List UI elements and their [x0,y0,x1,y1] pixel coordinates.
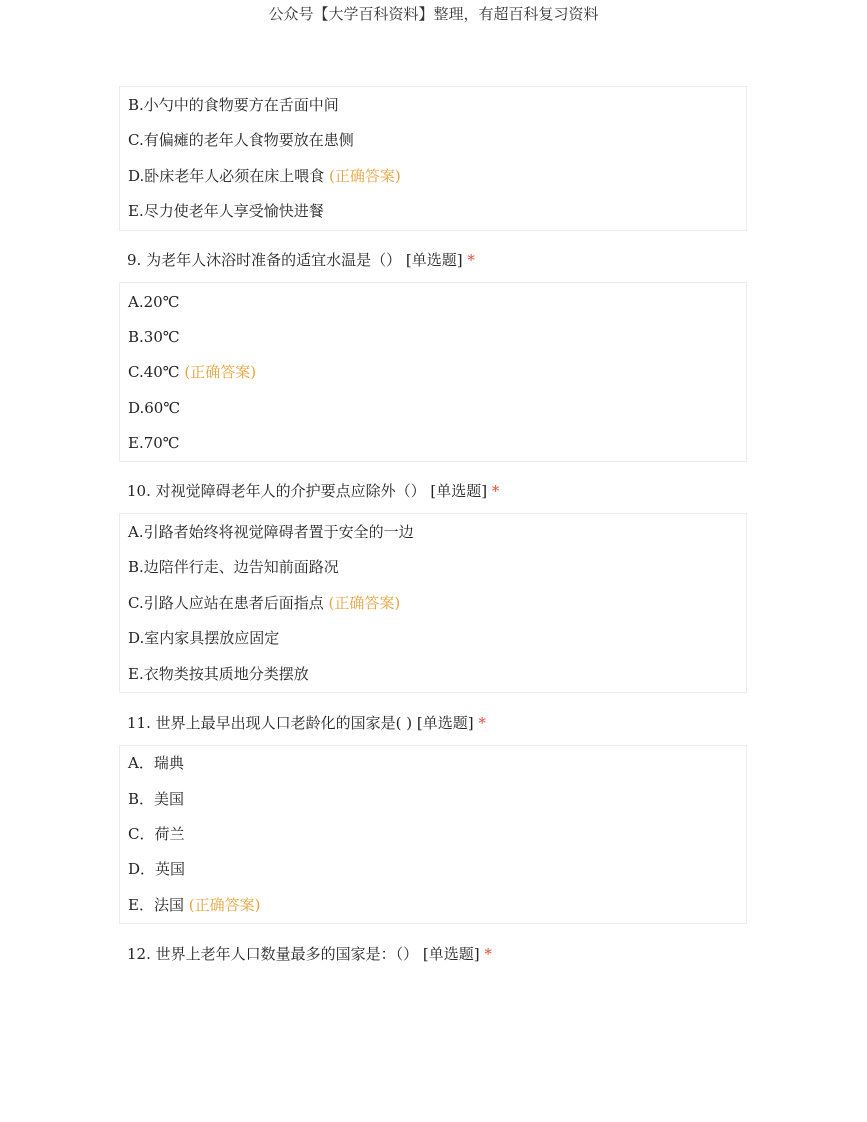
q9-option-d[interactable] [128,398,180,418]
q8-options [119,86,747,231]
q11-option-e[interactable] [128,895,260,915]
option-label: C.引路人应站在患者后面指点 [128,594,324,612]
option-label: E.70℃ [128,434,180,452]
q11-options [119,745,747,924]
option-label: D．英国 [128,860,186,878]
q10-option-a[interactable] [128,522,414,542]
correct-answer-mark: (正确答案) [328,594,401,612]
option-label: A.20℃ [128,293,180,311]
q9-option-a[interactable] [128,292,179,312]
option-label: E．法国 [128,896,184,914]
q11-option-c[interactable] [128,824,184,844]
option-label: B.30℃ [128,328,180,346]
q11-option-b[interactable] [128,789,184,809]
option-label: B.边陪伴行走、边告知前面路况 [128,558,339,576]
q11-option-a[interactable] [128,753,184,773]
q10-option-b[interactable] [128,557,339,577]
q12-title [127,944,492,964]
q10-option-d[interactable] [128,628,279,648]
q10-option-c[interactable] [128,593,400,613]
option-label: D.60℃ [128,399,181,417]
option-label: E.衣物类按其质地分类摆放 [128,665,309,683]
page-header: 公众号【大学百科资料】整理，有超百科复习资料 [268,5,599,23]
option-label: D.室内家具摆放应固定 [128,629,280,647]
q10-option-e[interactable] [128,664,309,684]
correct-answer-mark: (正确答案) [188,896,261,914]
q9-option-c[interactable] [128,362,256,382]
option-label: D.卧床老年人必须在床上喂食 [128,167,325,185]
question-text: 11. 世界上最早出现人口老龄化的国家是( ) [单选题] [127,714,474,732]
q10-title [127,481,499,501]
q8-option-e[interactable] [128,201,324,221]
q10-options [119,513,747,693]
q9-option-e[interactable] [128,433,180,453]
q11-title [127,713,486,733]
q8-option-d[interactable] [128,166,401,186]
option-label: A.引路者始终将视觉障碍者置于安全的一边 [128,523,414,541]
required-mark: * [491,482,500,500]
option-label: C.40℃ [128,363,180,381]
required-mark: * [478,714,486,732]
option-label: B.小勺中的食物要方在舌面中间 [128,96,339,114]
q8-option-b[interactable] [128,95,339,115]
required-mark: * [484,945,492,963]
option-label: B．美国 [128,790,185,808]
option-label: C.有偏瘫的老年人食物要放在患侧 [128,131,354,149]
question-text: 12. 世界上老年人口数量最多的国家是：（） [单选题] [127,945,480,963]
q9-options [119,282,747,462]
option-label: E.尽力使老年人享受愉快进餐 [128,202,324,220]
required-mark: * [467,251,475,269]
correct-answer-mark: (正确答案) [184,363,257,381]
question-text: 10. 对视觉障碍老年人的介护要点应除外（） [单选题] [127,482,488,500]
q8-option-c[interactable] [128,130,354,150]
option-label: C．荷兰 [128,825,185,843]
q11-option-d[interactable] [128,859,185,879]
option-label: A．瑞典 [128,754,184,772]
correct-answer-mark: (正确答案) [329,167,401,185]
q9-title [127,250,475,270]
question-text: 9. 为老年人沐浴时准备的适宜水温是（） [单选题] [127,251,463,269]
q9-option-b[interactable] [128,327,180,347]
